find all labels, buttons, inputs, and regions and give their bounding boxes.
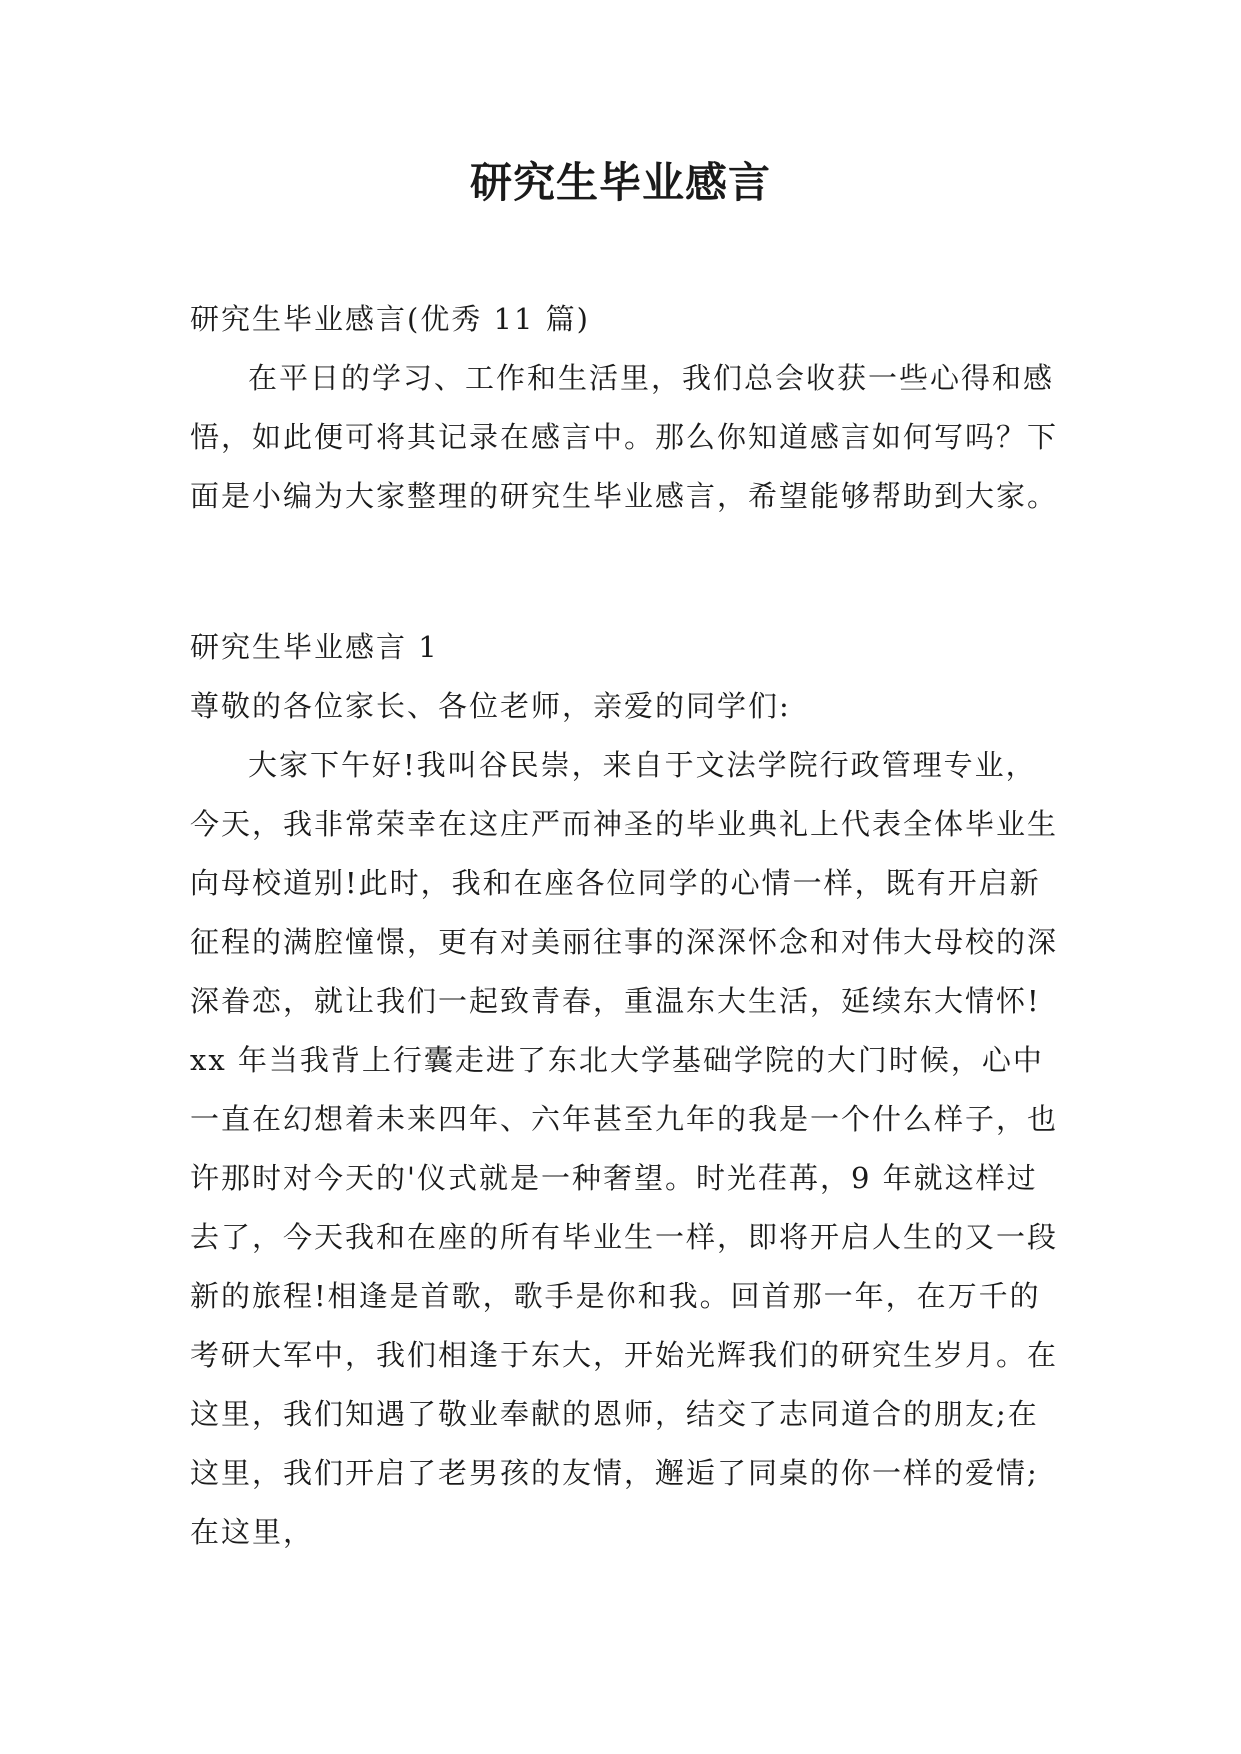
intro-paragraph: 在平日的学习、工作和生活里，我们总会收获一些心得和感悟，如此便可将其记录在感言中。那么你知道感言如何写吗？下面是小编为大家整理的研究生毕业感言，希望能够帮助到大家。 [190, 361, 1059, 513]
salutation: 尊敬的各位家长、各位老师，亲爱的同学们: [190, 689, 791, 723]
document-subtitle: 研究生毕业感言(优秀 11 篇) [190, 302, 590, 336]
section-heading: 研究生毕业感言 1 [190, 630, 439, 664]
body-paragraph: 大家下午好!我叫谷民崇，来自于文法学院行政管理专业，今天，我非常荣幸在这庄严而神圣的毕业典礼上代表全体毕业生向母校道别!此时，我和在座各位同学的心情一样，既有开启新征程的满腔憧憬，更有对美丽往事的深深怀念和对伟大母校的深深眷恋，就让我们一起致青春，重温东大生活，延续东大情怀! xx 年当我背上行囊走进了东北大学基础学院的大门时候，心中一直在幻想着未来四年、六年甚至九年的我是一个什么样子，也许那时对今天的'仪式就是一种奢望。时光荏苒，9 年就这样过去了，今天我和在座的所有毕业生一样，即将开启人生的又一段新的旅程!相逢是首歌，歌手是你和我。回首那一年，在万千的考研大军中，我们相逢于东大，开始光辉我们的研究生岁月。在这里，我们知遇了敬业奉献的恩师，结交了志同道合的朋友;在这里，我们开启了老男孩的友情，邂逅了同桌的你一样的爱情;在这里， [190, 748, 1059, 1549]
section-spacer [190, 526, 1060, 618]
document-body [190, 290, 1060, 1562]
document-title: 研究生毕业感言 [469, 158, 771, 207]
